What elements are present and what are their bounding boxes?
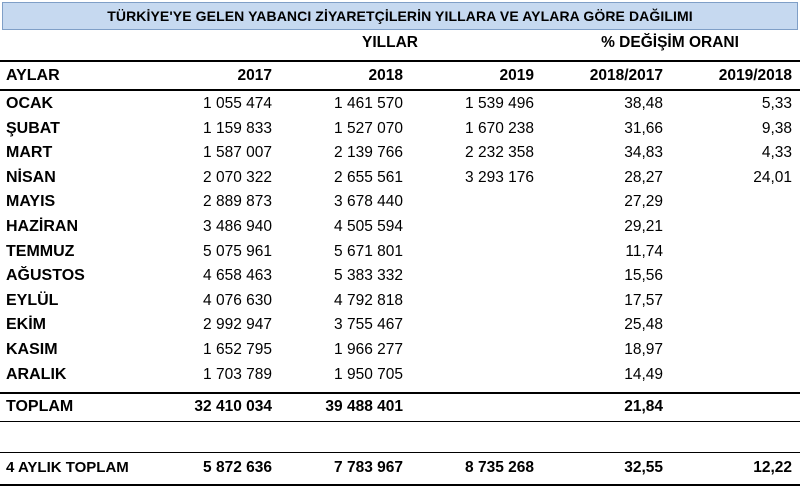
- cell-month: MAYIS: [6, 193, 56, 211]
- header-bottom-rule: [0, 89, 800, 91]
- cell-value-2018: 5 671 801: [334, 242, 403, 260]
- cell-pct-2018-2017: 17,57: [624, 291, 663, 309]
- total-row: [0, 395, 800, 419]
- cell-value-2018: 4 505 594: [334, 218, 403, 235]
- table-row: [0, 264, 800, 288]
- cell-value-2018: 1 527 070: [334, 119, 403, 137]
- header-2018-2017: 2018/2017: [589, 67, 663, 84]
- cell-month: ŞUBAT: [6, 119, 60, 137]
- total-2017: 32 410 034: [194, 398, 272, 415]
- cell-value-2017: 1 652 795: [203, 341, 272, 358]
- header-2019-2018: 2019/2018: [718, 67, 792, 84]
- table-row: [0, 338, 800, 362]
- cell-pct-2018-2017: 29,21: [624, 218, 663, 235]
- cell-month: KASIM: [6, 341, 58, 358]
- group-header-years: YILLAR: [362, 34, 418, 51]
- table-row: [0, 117, 800, 141]
- header-top-rule: [0, 60, 800, 62]
- total-bottom-rule: [0, 421, 800, 422]
- cell-value-2019: 1 539 496: [465, 95, 534, 112]
- cell-value-2017: 1 587 007: [203, 144, 272, 162]
- total-top-rule: [0, 392, 800, 394]
- four-month-2018: 7 783 967: [334, 459, 403, 476]
- cell-pct-2019-2018: 24,01: [753, 168, 792, 186]
- table-title: TÜRKİYE'YE GELEN YABANCI ZİYARETÇİLERİN YILLARA VE AYLARA GÖRE DAĞILIMI: [2, 2, 798, 30]
- cell-pct-2018-2017: 14,49: [624, 365, 663, 383]
- cell-value-2019: 1 670 238: [465, 119, 534, 137]
- cell-value-2017: 1 055 474: [203, 95, 272, 112]
- header-2019: 2019: [499, 67, 534, 84]
- cell-value-2018: 1 950 705: [334, 365, 403, 383]
- four-month-2019-2018: 12,22: [753, 459, 792, 476]
- cell-pct-2018-2017: 31,66: [624, 119, 663, 137]
- cell-value-2018: 1 461 570: [334, 95, 403, 112]
- table-row: [0, 215, 800, 239]
- cell-pct-2018-2017: 27,29: [624, 193, 663, 211]
- cell-pct-2018-2017: 11,74: [625, 242, 663, 260]
- cell-month: TEMMUZ: [6, 242, 75, 260]
- group-header-pct-change: % DEĞİŞİM ORANI: [601, 34, 739, 51]
- header-2018: 2018: [368, 67, 403, 84]
- total-2018-2017: 21,84: [624, 398, 663, 415]
- cell-pct-2018-2017: 18,97: [624, 341, 663, 358]
- cell-month: NİSAN: [6, 168, 56, 186]
- cell-value-2017: 1 703 789: [203, 365, 272, 383]
- header-2017: 2017: [237, 67, 272, 84]
- cell-month: HAZİRAN: [6, 218, 78, 235]
- header-aylar: AYLAR: [6, 67, 60, 84]
- cell-month: AĞUSTOS: [6, 267, 85, 285]
- table-row: [0, 141, 800, 165]
- cell-value-2017: 2 992 947: [203, 316, 272, 334]
- cell-value-2017: 4 658 463: [203, 267, 272, 285]
- total-label: TOPLAM: [6, 398, 74, 415]
- cell-value-2018: 1 966 277: [334, 341, 403, 358]
- table-row: [0, 166, 800, 190]
- cell-value-2017: 2 070 322: [203, 168, 272, 186]
- cell-pct-2019-2018: 4,33: [761, 144, 792, 162]
- cell-pct-2018-2017: 38,48: [624, 95, 663, 112]
- cell-pct-2018-2017: 25,48: [624, 316, 663, 334]
- column-header-row: [0, 64, 800, 88]
- cell-value-2018: 4 792 818: [334, 291, 403, 309]
- cell-value-2019: 2 232 358: [465, 144, 534, 162]
- cell-value-2019: 3 293 176: [465, 168, 534, 186]
- cell-pct-2018-2017: 34,83: [624, 144, 663, 162]
- cell-value-2017: 1 159 833: [203, 119, 272, 137]
- cell-month: EYLÜL: [6, 291, 59, 309]
- cell-month: MART: [6, 144, 53, 162]
- four-month-2017: 5 872 636: [203, 459, 272, 476]
- cell-value-2018: 3 678 440: [334, 193, 403, 211]
- four-month-total-row: [0, 456, 800, 480]
- table-row: [0, 363, 800, 387]
- four-month-2018-2017: 32,55: [624, 459, 663, 476]
- cell-value-2017: 5 075 961: [203, 242, 272, 260]
- four-month-label: 4 AYLIK TOPLAM: [6, 459, 129, 476]
- cell-pct-2019-2018: 9,38: [761, 119, 792, 137]
- cell-value-2018: 2 655 561: [334, 168, 403, 186]
- table-row: [0, 313, 800, 337]
- four-month-top-rule: [0, 452, 800, 453]
- cell-month: ARALIK: [6, 365, 67, 383]
- cell-pct-2018-2017: 28,27: [624, 168, 663, 186]
- table-row: [0, 190, 800, 214]
- cell-value-2018: 5 383 332: [334, 267, 403, 285]
- cell-value-2017: 4 076 630: [203, 291, 272, 309]
- table-row: [0, 289, 800, 313]
- cell-value-2018: 3 755 467: [334, 316, 403, 334]
- cell-value-2017: 2 889 873: [203, 193, 272, 211]
- cell-pct-2019-2018: 5,33: [761, 95, 792, 112]
- cell-value-2017: 3 486 940: [203, 218, 272, 235]
- table-row: [0, 92, 800, 116]
- four-month-2019: 8 735 268: [465, 459, 534, 476]
- total-2018: 39 488 401: [325, 398, 403, 415]
- cell-pct-2018-2017: 15,56: [624, 267, 663, 285]
- cell-month: EKİM: [6, 316, 46, 334]
- table-bottom-rule: [0, 484, 800, 486]
- table-row: [0, 240, 800, 264]
- cell-month: OCAK: [6, 95, 54, 112]
- cell-value-2018: 2 139 766: [334, 144, 403, 162]
